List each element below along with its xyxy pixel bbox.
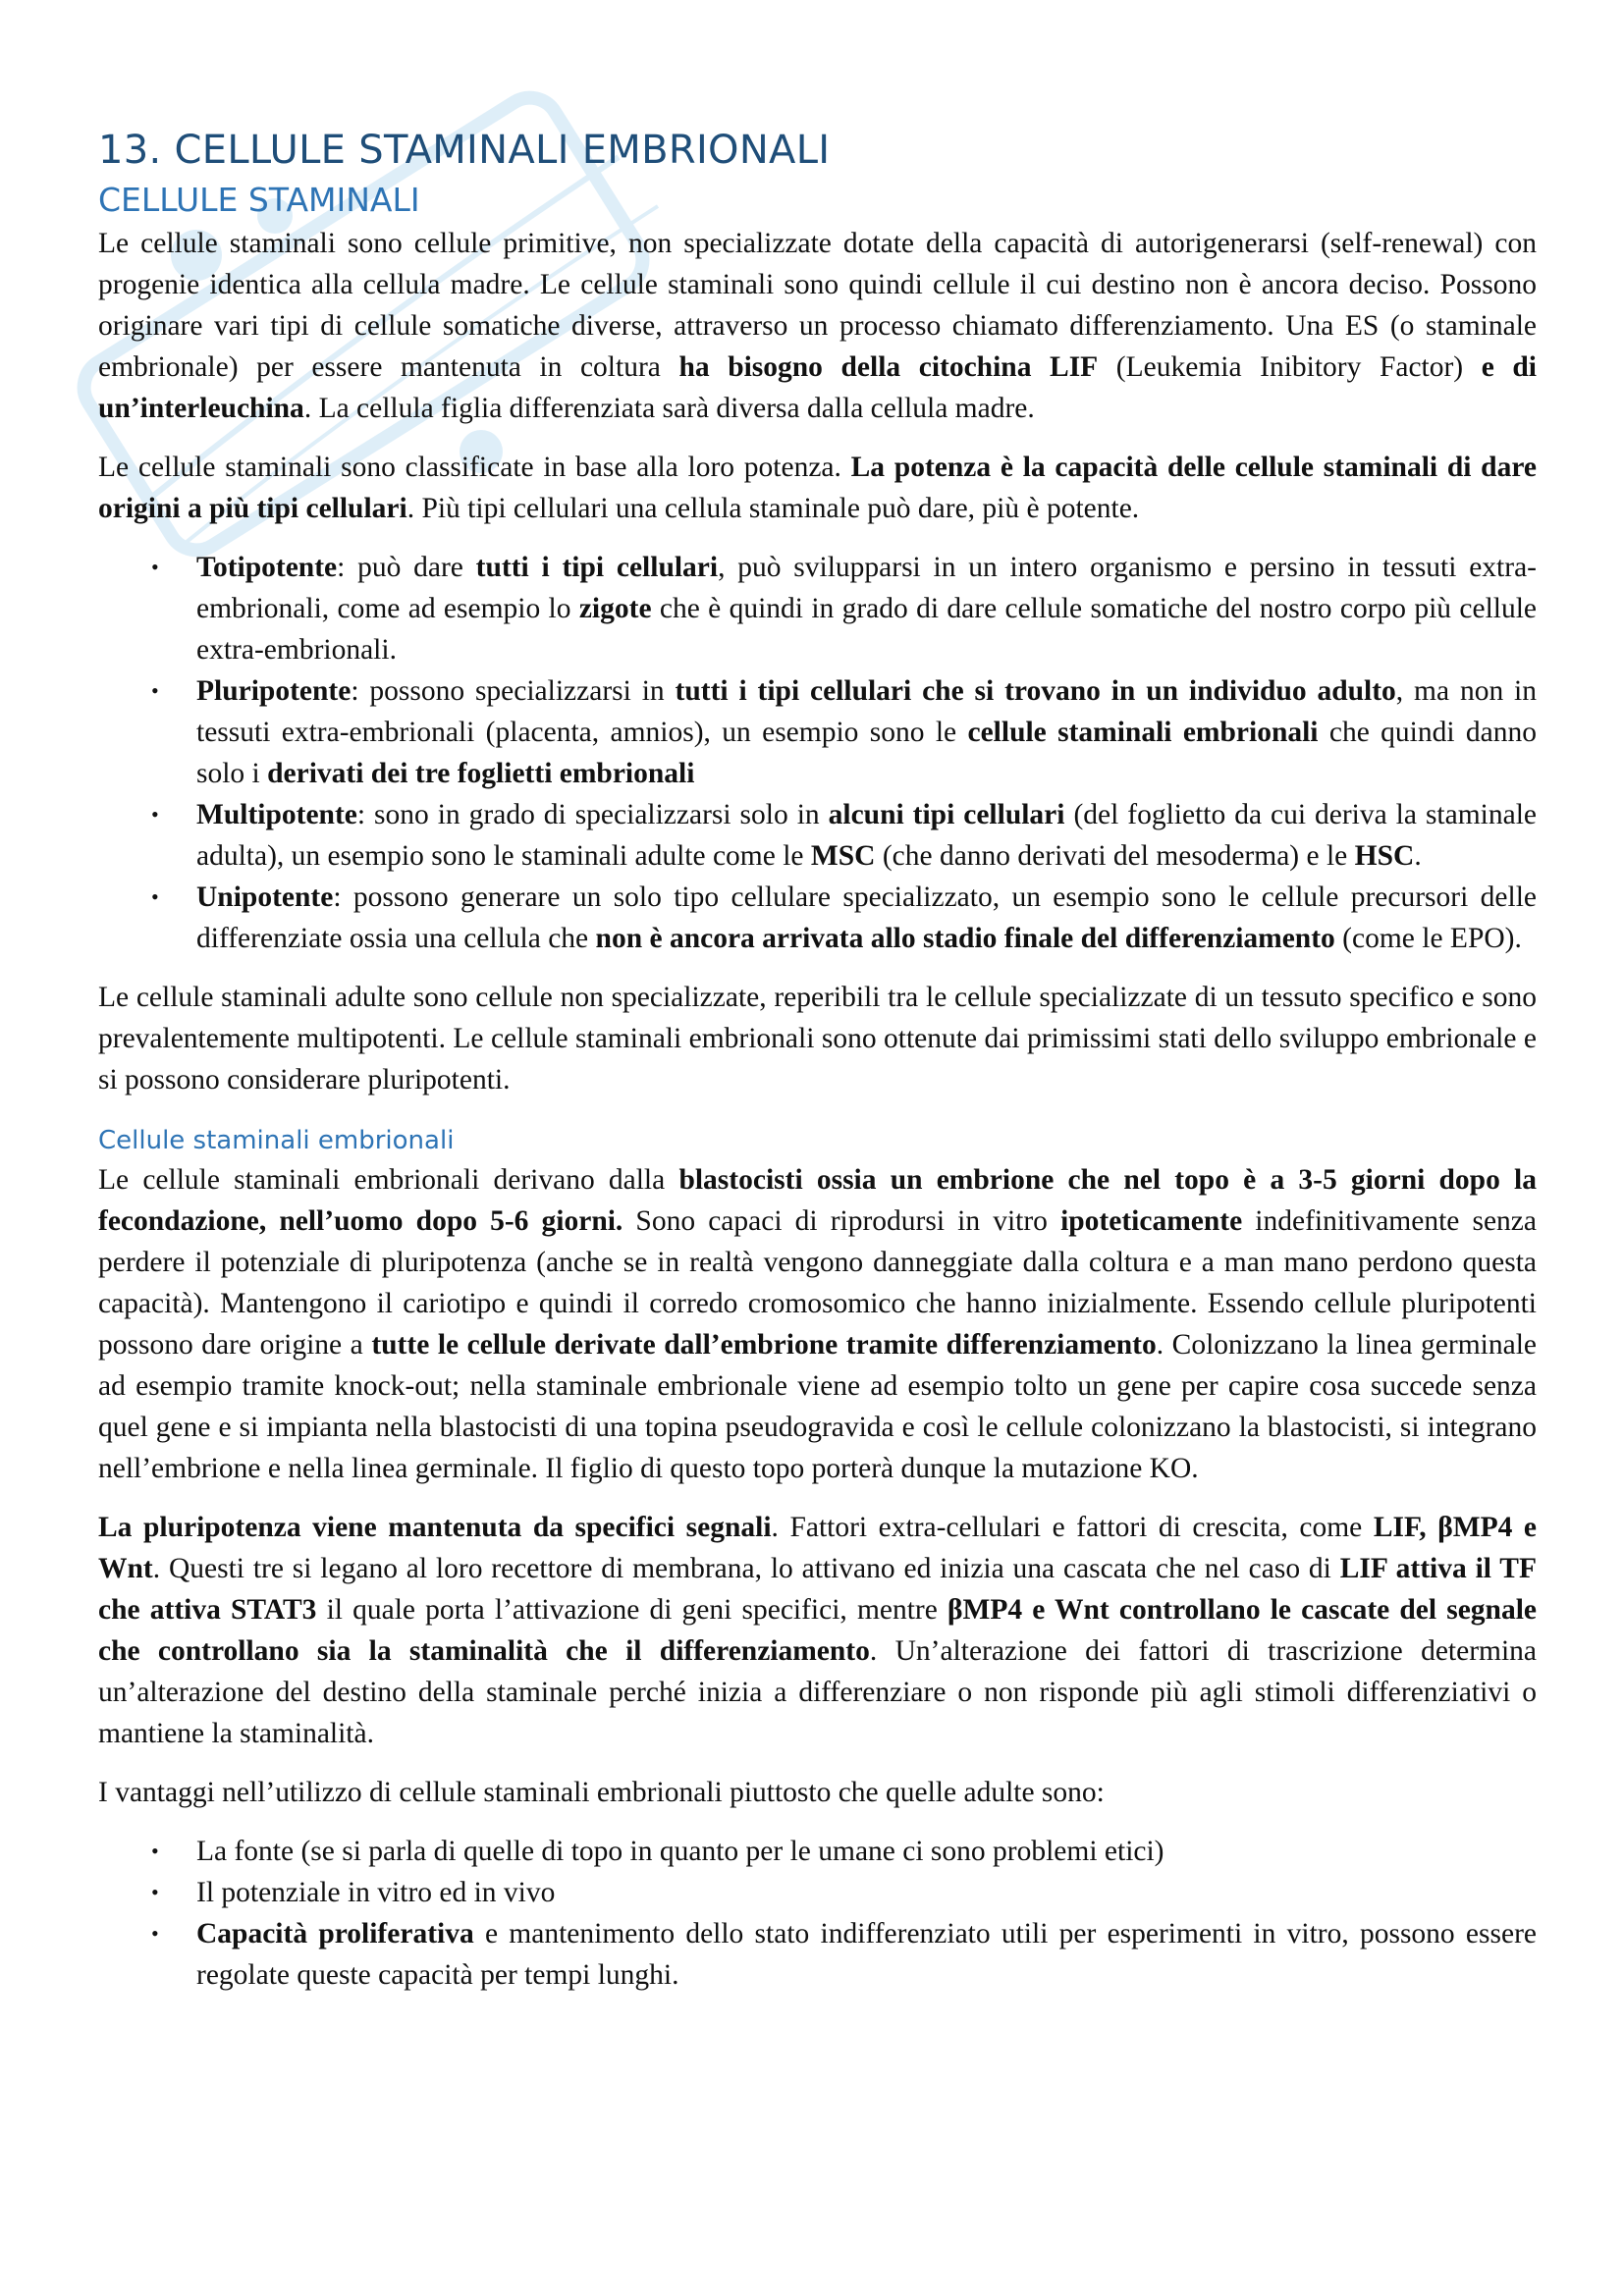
list-item-unipotente: • Unipotente: possono generare un solo tipo cellulare specializzato, un esempio sono le cellule precursori delle differenziate ossia una cellula che non è ancora arrivata allo stadio finale del differenziamento (come le EPO). (196, 877, 1537, 959)
section-title-cellule-staminali: CELLULE STAMINALI (98, 181, 420, 219)
paragraph-blastocisti: Le cellule staminali embrionali derivano dalla blastocisti ossia un embrione che nel topo è a 3-5 giorni dopo la fecondazione, nell’uomo dopo 5-6 giorni. Sono capaci di riprodursi in vitro ipoteticamente indefinitivamente senza perdere il potenziale di pluripotenza (anche se in realtà vengono danneggiate dalla coltura e a man mano perdono questa capacità). Mantengono il cariotipo e quindi il corredo cromosomico che hanno inizialmente. Essendo cellule pluripotenti possono dare origine a tutte le cellule derivate dall’embrione tramite differenziamento. Colonizzano la linea germinale ad esempio tramite knock-out; nella staminale embrionale viene ad esempio tolto un gene per capire cosa succede senza quel gene e si impianta nella blastocisti di una topina pseudogravida e così le cellule colonizzano la blastocisti, si integrano nell’embrione e nella linea germinale. Il figlio di questo topo porterà dunque la mutazione KO. (98, 1164, 1537, 1484)
potency-list (98, 547, 1537, 959)
bullet-icon: • (151, 555, 159, 579)
list-item-capacita-proliferativa: • Capacità proliferativa e mantenimento dello stato indifferenziato utili per esperimenti in vitro, possono essere regolate queste capacità per tempi lunghi. (196, 1913, 1537, 1996)
paragraph-vantaggi-intro: I vantaggi nell’utilizzo di cellule staminali embrionali piuttosto che quelle adulte sono: (98, 1777, 1105, 1808)
list-item-potenziale: • Il potenziale in vitro ed in vivo (196, 1872, 1537, 1913)
chapter-title: 13. CELLULE STAMINALI EMBRIONALI (98, 128, 831, 173)
bullet-icon: • (151, 1839, 159, 1863)
paragraph-adulte-vs-embrionali: Le cellule staminali adulte sono cellule non specializzate, reperibili tra le cellule specializzate di un tessuto specifico e sono prevalentemente multipotenti. Le cellule staminali embrionali sono ottenute dai primissimi stati dello sviluppo embrionale e si possono considerare pluripotenti. (98, 982, 1537, 1095)
advantages-list (98, 1831, 1537, 1996)
paragraph-potenza: Le cellule staminali sono classificate in base alla loro potenza. La potenza è la capacità delle cellule staminali di dare origini a più tipi cellulari. Più tipi cellulari una cellula staminale può dare, più è potente. (98, 452, 1537, 524)
list-item-multipotente: • Multipotente: sono in grado di specializzarsi solo in alcuni tipi cellulari (del foglietto da cui deriva la staminale adulta), un esempio sono le staminali adulte come le MSC (che danno derivati del mesoderma) e le HSC. (196, 794, 1537, 877)
bullet-icon: • (151, 1921, 159, 1946)
bullet-icon: • (151, 678, 159, 703)
bullet-icon: • (151, 884, 159, 909)
list-item-pluripotente: • Pluripotente: possono specializzarsi in tutti i tipi cellulari che si trovano in un individuo adulto, ma non in tessuti extra-embrionali (placenta, amnios), un esempio sono le cellule staminali embrionali che quindi danno solo i derivati dei tre foglietti embrionali (196, 670, 1537, 794)
list-item-fonte: • La fonte (se si parla di quelle di topo in quanto per le umane ci sono problemi etici) (196, 1831, 1537, 1872)
bullet-icon: • (151, 1880, 159, 1904)
paragraph-definition: Le cellule staminali sono cellule primitive, non specializzate dotate della capacità di autorigenerarsi (self-renewal) con progenie identica alla cellula madre. Le cellule staminali sono quindi cellule il cui destino non è ancora deciso. Possono originare vari tipi di cellule somatiche diverse, attraverso un processo chiamato differenziamento. Una ES (o staminale embrionale) per essere mantenuta in coltura ha bisogno della citochina LIF (Leukemia Inibitory Factor) e di un’interleuchina. La cellula figlia differenziata sarà diversa dalla cellula madre. (98, 228, 1537, 424)
document-page (98, 128, 1537, 2013)
paragraph-pluripotenza-segnali: La pluripotenza viene mantenuta da specifici segnali. Fattori extra-cellulari e fattori di crescita, come LIF, βMP4 e Wnt. Questi tre si legano al loro recettore di membrana, lo attivano ed inizia una cascata che nel caso di LIF attiva il TF che attiva STAT3 il quale porta l’attivazione di geni specifici, mentre βMP4 e Wnt controllano le cascate del segnale che controllano sia la staminalità che il differenziamento. Un’alterazione dei fattori di trascrizione determina un’alterazione del destino della staminale perché inizia a differenziare o non risponde più agli stimoli differenziativi o mantiene la staminalità. (98, 1512, 1538, 1749)
list-item-totipotente: • Totipotente: può dare tutti i tipi cellulari, può svilupparsi in un intero organismo e persino in tessuti extra-embrionali, come ad esempio lo zigote che è quindi in grado di dare cellule somatiche del nostro corpo più cellule extra-embrionali. (196, 547, 1537, 670)
subsection-title-embrionali: Cellule staminali embrionali (98, 1126, 455, 1155)
bullet-icon: • (151, 802, 159, 827)
